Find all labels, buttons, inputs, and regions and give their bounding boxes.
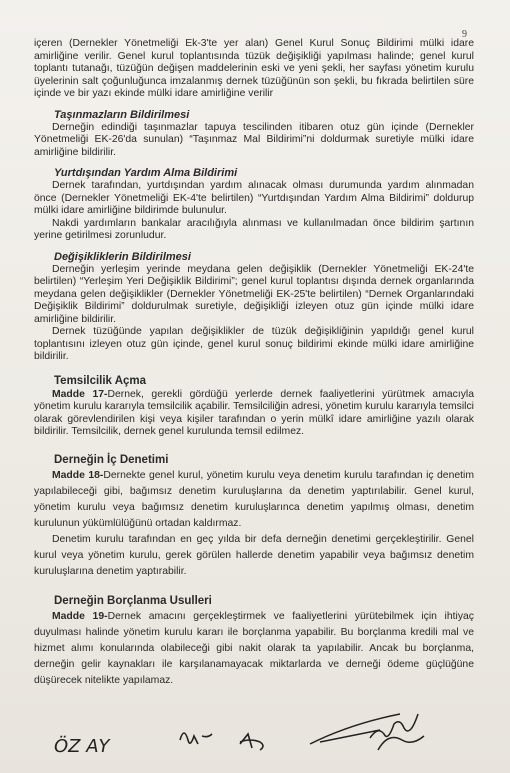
degisiklik-paragraph-1: Derneğin yerleşim yerinde meydana gelen değişiklik (Dernekler Yönetmeliği EK-24'te belirtilen) “Yerleşim Yeri Değişiklik Bildirimi”; genel kurul toplantısı dışında dernek organlarında meydana gelen değişiklikler (Dernekler Yönetmeliği EK-25'te belirtilen) “Dernek Organlarındaki Değişiklik Bildirimi” doldurulmak suretiyle, değişikliği izleyen otuz gün içinde mülki idare amirliğine bildirilir. xyxy=(34,263,474,325)
madde-17-text: Dernek, gerekli gördüğü yerlerde dernek faaliyetlerini yürütmek amacıyla yönetim kurulu kararıyla temsilcilik açabilir. Temsilciliğin adresi, yönetim kurulu kararıyla temsilci olarak görevlendirilen kişi veya kişiler tarafından o yerin mülkî idare amirliğine yazılı olarak bildirilir. Temsilcilik, dernek genel kurulunda temsil edilmez. xyxy=(34,388,474,437)
handwritten-initials: ÖZ AY xyxy=(54,736,110,757)
intro-paragraph: içeren (Dernekler Yönetmeliği Ek-3'te yer alan) Genel Kurul Sonuç Bildirimi mülki idare amirliğine verilir. Genel kurul toplantısında tüzük değişikliği yapılması halinde; genel kurul toplantı tutanağı, tüzüğün değişen maddelerinin eski ve yeni şekli, her sayfası yönetim kurulu üyelerinin salt çoğunluğunca imzalanmış dernek tüzüğünün son şekli, bu fıkrada belirtilen süre içinde ve bir yazı ekinde mülki idare amirliğine verilir xyxy=(34,38,474,99)
yurtdisi-paragraph-2: Nakdi yardımların bankalar aracılığıyla alınması ve kullanılmadan önce bildirim şartının yerine getirilmesi zorunludur. xyxy=(34,217,474,241)
degisiklik-paragraph-2: Dernek tüzüğünde yapılan değişiklikler de tüzük değişikliğinin yapıldığı genel kurul toplantısını izleyen otuz gün içinde, genel kurul sonuç bildirimi ekinde mülki idare amirliğine bildirilir. xyxy=(34,326,474,362)
borclanma-paragraph xyxy=(34,609,474,689)
page-number: 9 xyxy=(462,29,467,40)
heading-yurtdisi: Yurtdışından Yardım Alma Bildirimi xyxy=(54,167,238,179)
madde-19-text: Dernek amacını gerçekleştirmek ve faaliyetlerini yürütebilmek için ihtiyaç duyulması halinde yönetim kurulu kararı ile borçlanma yapabilir. Bu borçlanma kredili mal ve hizmet alımı konularında olabileceği gibi nakit olarak ta yapılabilir. Ancak bu borçlanma, derneğin gelir kaynakları ile karşılanamayacak miktarlarda ve derneği ödeme güçlüğüne düşürecek nitelikte yapılamaz. xyxy=(34,610,474,686)
madde-19-label: Madde 19- xyxy=(52,610,108,622)
ic-denetim-paragraph-1 xyxy=(34,468,474,532)
ic-denetim-paragraph-2: Denetim kurulu tarafından en geç yılda bir defa derneğin denetimi gerçekleştirilir. Genel kurul veya yönetim kurulu, gerek görülen hallerde denetim yapabilir veya bağımsız denetim kuruluşlarına denetim yaptırabilir. xyxy=(34,533,474,577)
heading-tasinmaz: Taşınmazların Bildirilmesi xyxy=(54,108,190,121)
madde-18-label: Madde 18- xyxy=(52,469,104,481)
yurtdisi-paragraph-1: Dernek tarafından, yurtdışından yardım alınacak olması durumunda yardım alınmadan önce (Dernekler Yönetmeliği EK-4'te belirtilen) “Yurtdışından Yardım Alma Bildirimi” doldurup mülki idare amirliğine bildirimde bulunulur. xyxy=(34,180,474,216)
document-body xyxy=(34,38,474,689)
madde-17-label: Madde 17- xyxy=(52,388,108,400)
heading-ic-denetim: Derneğin İç Denetimi xyxy=(54,453,169,466)
heading-borclanma: Derneğin Borçlanma Usulleri xyxy=(54,594,212,607)
signature-4 xyxy=(310,714,424,750)
signature-area xyxy=(40,700,460,765)
signature-3 xyxy=(240,734,263,750)
signature-2 xyxy=(180,733,212,744)
heading-degisiklik: Değişikliklerin Bildirilmesi xyxy=(54,250,191,263)
temsilcilik-paragraph xyxy=(34,389,474,439)
heading-temsilcilik: Temsilcilik Açma xyxy=(54,374,147,387)
madde-18-text: Dernekte genel kurul, yönetim kurulu veya denetim kurulu tarafından iç denetim yapılabileceği gibi, bağımsız denetim kuruluşlarına da denetim yaptırılabilir. Genel kurul, yönetim kurulu veya bağımsız denetim kuruluşlarınca denetim yapılmış olması, denetim kurulunun yükümlülüğünü ortadan kaldırmaz. xyxy=(34,469,474,529)
tasinmaz-paragraph: Derneğin edindiği taşınmazlar tapuya tescilinden itibaren otuz gün içinde (Dernekler Yönetmeliği EK-26'da sunulan) “Taşınmaz Mal Bildirimi”ni doldurmak suretiyle mülki idare amirliğine bildirilir. xyxy=(34,121,474,158)
